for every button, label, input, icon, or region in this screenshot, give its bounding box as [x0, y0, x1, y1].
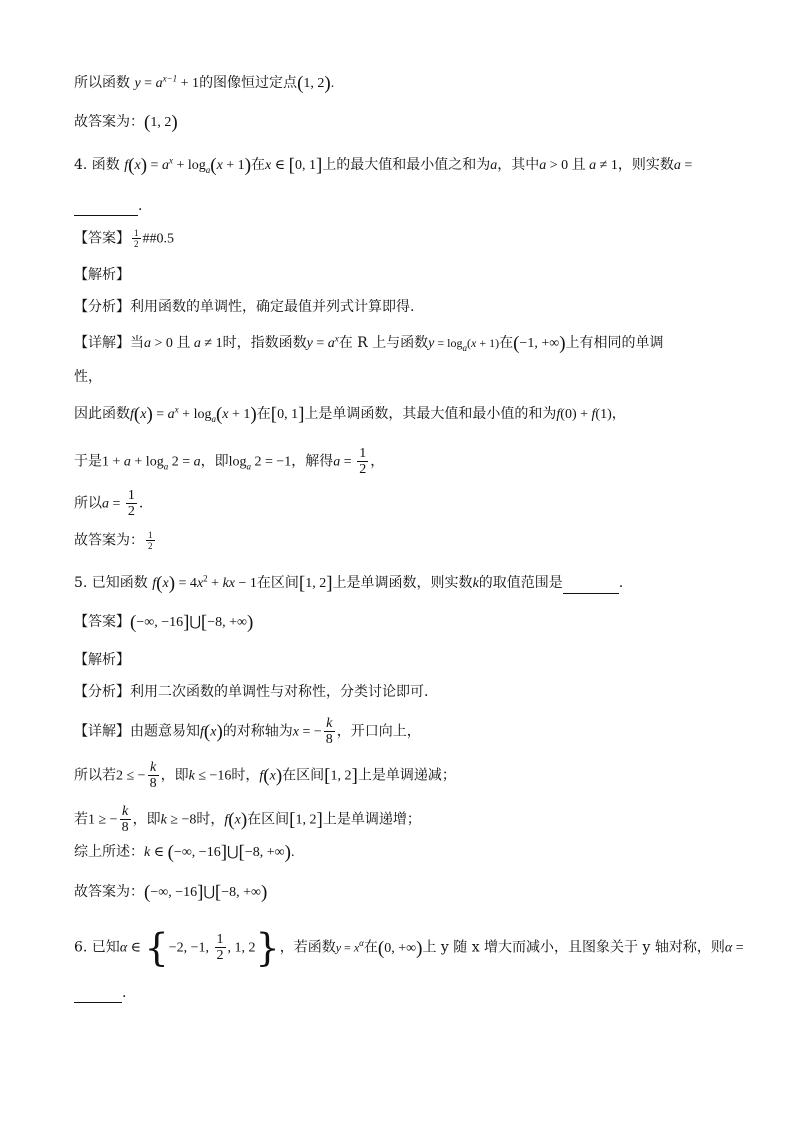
question-number: 6. 已知: [74, 939, 120, 956]
detail-line: 所以若2 ≤ − $\frac{k}{8}$ ，即k ≤ −16时，f(x)在区间[1, 2]上是单调递减；: [74, 760, 456, 791]
question-6: 6. 已知α ∈ {−2, −1, $\frac{1}{2}$ , 1, 2}，若函数$y = x^\alpha$在(0, +∞)上 y 随 x 增大而减小，且图象关于 y 轴对称，则α =: [74, 925, 744, 970]
fraction: $\frac{1}{2}$: [127, 488, 135, 519]
question-4: 4. 函数 $f(x) = a^x + \log_a(x + 1)$在x ∈ [0, 1]上的最大值和最小值之和为a，其中a > 0 且 a ≠ 1，则实数a =: [74, 155, 693, 176]
answer-blank: [74, 201, 138, 216]
fraction: $\frac{1}{2}$: [134, 228, 139, 249]
jiexi-label: 【解析】: [74, 652, 130, 668]
fraction: $\frac{k}{8}$: [325, 716, 333, 747]
fraction: $\frac{k}{8}$: [149, 760, 157, 791]
text: 故答案为：: [74, 114, 144, 130]
text: 的图像恒过定点: [199, 75, 298, 91]
detail-line: 所以a = $\frac{1}{2}$ .: [74, 488, 144, 519]
fraction: $\frac{1}{2}$: [148, 530, 153, 551]
detail-line: 性，: [74, 369, 102, 385]
answer-line: 【答案】 $\frac{1}{2}$ ##0.5: [74, 228, 174, 249]
detail-line: 因此函数$f(x) = a^x + \log_a(x + 1)$在[0, 1]上是单调函数，其最大值和最小值的和为f(0) + f(1)，: [74, 404, 626, 425]
detail-line: 综上所述：k ∈ (−∞, −16]⋃[−8, +∞).: [74, 842, 295, 863]
analysis-line: 【分析】利用函数的单调性，确定最值并列式计算即得.: [74, 299, 415, 315]
fraction: $\frac{k}{8}$: [121, 804, 129, 835]
final-answer-line: 故答案为：(−∞, −16]⋃[−8, +∞): [74, 882, 268, 903]
final-answer-line: 故答案为： $\frac{1}{2}$: [74, 530, 153, 551]
math: y: [134, 76, 141, 91]
detail-line: 【详解】由题意易知f(x)的对称轴为x = − $\frac{k}{8}$ ，开口向上，: [74, 716, 421, 747]
answer-blank: [563, 579, 619, 594]
answer-line: 【答案】(−∞, −16]⋃[−8, +∞): [74, 612, 254, 633]
text-line: 所以函数 $y = a^{x-1} + 1$的图像恒过定点(1, 2).: [74, 73, 335, 94]
detail-line: 于是$1 + a + \log_a 2 = a$，即$\log_a 2 = -1$，解得a = $\frac{1}{2}$ ，: [74, 446, 385, 477]
jiexi-label: 【解析】: [74, 267, 130, 283]
question-number: 4. 函数: [74, 157, 120, 173]
question-5: 5. 已知函数 $f(x) = 4x^2$ + kx − 1在区间[1, 2]上是单调函数，则实数k的取值范围是 .: [74, 573, 624, 594]
answer-blank-line: .: [74, 196, 724, 216]
answer-blank-line: .: [74, 983, 724, 1003]
analysis-line: 【分析】利用二次函数的单调性与对称性，分类讨论即可.: [74, 684, 429, 700]
text: 所以函数: [74, 75, 130, 91]
answer-blank: [74, 988, 122, 1003]
question-number: 5. 已知函数: [74, 575, 148, 591]
detail-line: 【详解】当a > 0 且 a ≠ 1时，指数函数$y = a^x$在 R 上与函数$y = \log_a(x + 1)$在(−1, +∞)上有相同的单调: [74, 333, 664, 354]
fraction: $\frac{1}{2}$: [359, 446, 367, 477]
detail-line: 若1 ≥ − $\frac{k}{8}$ ，即k ≥ −8时，f(x)在区间[1, 2]上是单调递增；: [74, 804, 421, 835]
fraction: $\frac{1}{2}$: [216, 932, 224, 963]
text-line: 故答案为：(1, 2): [74, 112, 178, 133]
